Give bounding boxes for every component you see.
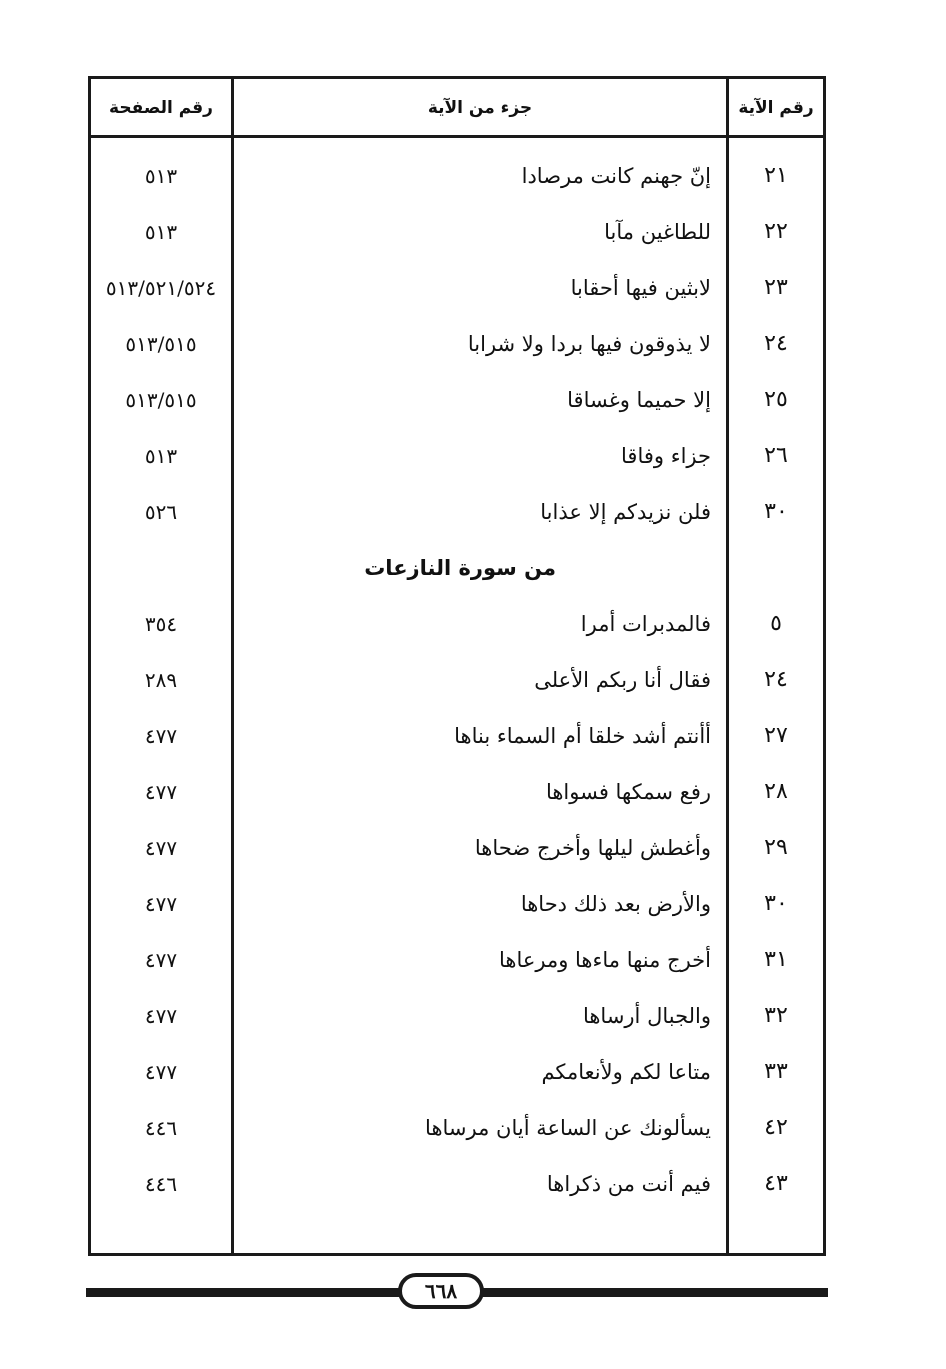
verse-text: فلن نزيدكم إلا عذابا [540,500,711,524]
section-heading-row [91,548,823,588]
verse-text: إلا حميما وغساقا [567,388,711,412]
page-reference: ٥١٣ [144,444,178,468]
verse-text: لابثين فيها أحقابا [570,276,711,300]
verse-number: ٢٩ [764,835,788,860]
section-title: من سورة النازعات [364,556,556,580]
table-row [91,1052,823,1092]
table-row [91,996,823,1036]
table-row [91,716,823,756]
page-reference: ٢٨٩ [144,668,178,692]
verse-text: أخرج منها ماءها ومرعاها [498,948,711,972]
verse-number: ٣٠ [764,891,788,916]
table-row [91,884,823,924]
page-reference: ٤٧٧ [144,780,178,804]
verse-text: والجبال أرساها [582,1004,711,1028]
verse-number: ٢٢ [764,219,788,244]
page-reference: ٥٢٦ [144,500,178,524]
verse-text: فالمدبرات أمرا [580,612,711,636]
verse-text: يسألونك عن الساعة أيان مرساها [425,1116,711,1140]
page-reference: ٣٥٤ [144,612,178,636]
verse-number: ٣٠ [764,499,788,524]
table-row [91,324,823,364]
header-divider [91,135,823,138]
table-row [91,380,823,420]
page-reference: ٤٤٦ [144,1116,178,1140]
verse-text: للطاغين مآبا [604,220,711,244]
page-reference: ٤٧٧ [144,892,178,916]
table-row [91,772,823,812]
table-row [91,660,823,700]
verse-text: لا يذوقون فيها بردا ولا شرابا [467,332,711,356]
verse-number: ٢٤ [764,331,788,356]
verse-number: ٣٣ [764,1059,788,1084]
table-row [91,436,823,476]
verse-number: ٢٥ [764,387,788,412]
verse-number: ٤٣ [764,1171,788,1196]
table-row [91,940,823,980]
verse-text: رفع سمكها فسواها [545,780,711,804]
header-verse-part: جزء من الآية [427,98,533,118]
table-row [91,1164,823,1204]
header-verse-number: رقم الآية [738,98,814,118]
verse-text: جزاء وفاقا [621,444,711,468]
header-page-number: رقم الصفحة [109,98,213,118]
page-reference: ٤٧٧ [144,1060,178,1084]
page-number-badge: ٦٦٨ [398,1273,484,1309]
table-row [91,828,823,868]
verse-number: ٥ [770,611,782,636]
table-row [91,604,823,644]
page-reference: ٤٧٧ [144,724,178,748]
table-row [91,1108,823,1148]
verse-text: فيم أنت من ذكراها [546,1172,711,1196]
verse-text: متاعا لكم ولأنعامكم [541,1060,711,1084]
page-reference: ٥١٣ [144,220,178,244]
index-table [88,76,826,1256]
page-reference: ٥١٣ [144,164,178,188]
page-reference: ٤٧٧ [144,948,178,972]
page-reference: ٤٤٦ [144,1172,178,1196]
verse-number: ٤٢ [764,1115,788,1140]
verse-number: ٢١ [764,163,788,188]
page-reference: ٥١٣/٥١٥ [125,332,197,356]
table-row [91,212,823,252]
verse-number: ٢٤ [764,667,788,692]
verse-text: فقال أنا ربكم الأعلى [534,668,711,692]
page-reference: ٤٧٧ [144,1004,178,1028]
table-row [91,268,823,308]
verse-text: أأنتم أشد خلقا أم السماء بناها [454,724,711,748]
verse-number: ٣٢ [764,1003,788,1028]
verse-number: ٣١ [764,947,788,972]
verse-number: ٢٧ [764,723,788,748]
verse-text: إنّ جهنم كانت مرصادا [521,164,711,188]
verse-number: ٢٨ [764,779,788,804]
verse-number: ٢٦ [764,443,788,468]
table-row [91,492,823,532]
page-reference: ٤٧٧ [144,836,178,860]
verse-text: والأرض بعد ذلك دحاها [520,892,711,916]
page-reference: ٥١٣/٥٢١/٥٢٤ [105,276,217,300]
table-row [91,156,823,196]
verse-number: ٢٣ [764,275,788,300]
page-reference: ٥١٣/٥١٥ [125,388,197,412]
verse-text: وأغطش ليلها وأخرج ضحاها [474,836,711,860]
